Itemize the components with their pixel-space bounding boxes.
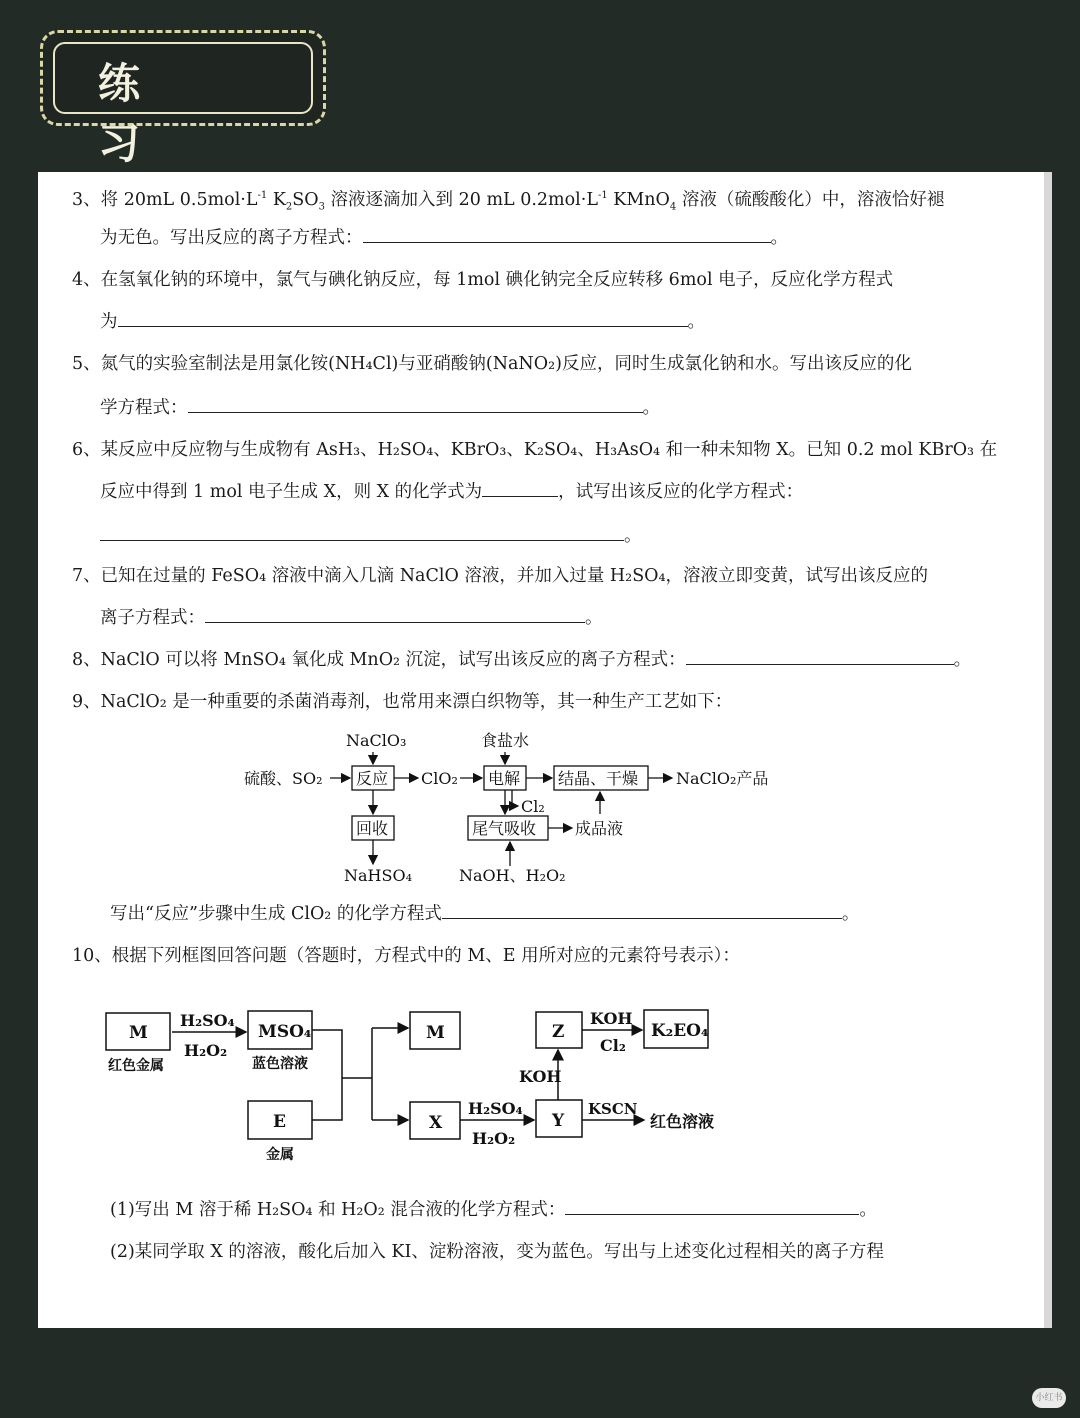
- q6-line2: 反应中得到 1 mol 电子生成 X，则 X 的化学式为 ，试写出该反应的化学方程式：: [100, 482, 804, 502]
- q3-line2: 为无色。写出反应的离子方程式： 。: [100, 228, 788, 248]
- flow-nahso4: NaHSO₄: [344, 866, 412, 885]
- q7-line1: 7、已知在过量的 FeSO₄ 溶液中滴入几滴 NaClO 溶液，并加入过量 H₂SO₄，溶液立即变黄，试写出该反应的: [72, 566, 929, 586]
- q10-M: M: [129, 1023, 148, 1043]
- q10-Y: Y: [552, 1111, 565, 1131]
- q10-kscn: KSCN: [588, 1100, 638, 1118]
- flow-brine: 食盐水: [481, 731, 530, 750]
- q6-line3: 。: [100, 524, 642, 548]
- q8-line1: 8、NaClO 可以将 MnSO₄ 氧化成 MnO₂ 沉淀，试写出该反应的离子方程式： 。: [72, 650, 972, 670]
- q10-red-solution: 红色溶液: [650, 1112, 715, 1131]
- q10-reag2a: H₂SO₄: [468, 1099, 523, 1118]
- flow-cl2: Cl₂: [521, 797, 545, 816]
- q9-ask: 写出“反应”步骤中生成 ClO₂ 的化学方程式 。: [110, 904, 860, 924]
- q9-line1: 9、NaClO₂ 是一种重要的杀菌消毒剂，也常用来漂白织物等，其一种生产工艺如下：: [72, 692, 733, 712]
- q10-M-label: 红色金属: [108, 1058, 164, 1074]
- q3-line1: 3、将 20mL $0.5mol\cdot L^{-1}$ $K_2SO_3$ 溶液逐滴加入到 20 mL $0.2mol\cdot L^{-1}$ KMnO$_4$ 溶液（硫酸酸化）中，溶液恰好褪: [72, 189, 945, 213]
- flow-input-left: 硫酸、SO₂: [244, 769, 323, 788]
- q10-reag1b: H₂O₂: [184, 1041, 228, 1060]
- watermark: 小红书: [1032, 1388, 1066, 1408]
- flow-cryst-label: 结晶、干燥: [558, 769, 639, 788]
- q10-reag1a: H₂SO₄: [180, 1011, 235, 1030]
- q5-line1: 5、氮气的实验室制法是用氯化铵(NH₄Cl)与亚硝酸钠(NaNO₂)反应，同时生成氯化钠和水。写出该反应的化: [72, 354, 912, 374]
- flow-clo2: ClO₂: [421, 769, 458, 788]
- q10-Z: Z: [552, 1022, 565, 1042]
- flow-naclo3: NaClO₃: [346, 731, 407, 750]
- q10-reag2b: H₂O₂: [472, 1129, 516, 1148]
- q4-line2: 为 。: [100, 312, 705, 332]
- flow-product: NaClO₂产品: [676, 769, 769, 788]
- q10-K2EO4: K₂EO₄: [651, 1021, 709, 1041]
- badge-title: 练 习: [98, 59, 191, 168]
- flow-react-label: 反应: [356, 769, 389, 788]
- q10-reag3a: KOH: [590, 1009, 633, 1028]
- q10-E-label: 金属: [266, 1147, 294, 1163]
- q10-reag3b: Cl₂: [600, 1036, 626, 1055]
- flow-elec-label: 电解: [488, 769, 521, 788]
- q10-line1: 10、根据下列框图回答问题（答题时，方程式中的 M、E 用所对应的元素符号表示）：: [72, 946, 740, 966]
- q5-line2: 学方程式： 。: [100, 398, 660, 418]
- flow-naoh: NaOH、H₂O₂: [459, 866, 566, 885]
- flow-recover-label: 回收: [356, 819, 389, 838]
- q7-line2: 离子方程式： 。: [100, 608, 603, 628]
- q10-part1: (1)写出 M 溶于稀 H₂SO₄ 和 H₂O₂ 混合液的化学方程式： 。: [110, 1200, 877, 1220]
- q10-koh-up: KOH: [519, 1067, 562, 1086]
- q10-MSO4-label: 蓝色溶液: [252, 1056, 308, 1072]
- q10-MSO4: MSO₄: [258, 1022, 312, 1042]
- flow-finished: 成品液: [575, 819, 624, 838]
- q10-M2: M: [426, 1023, 445, 1043]
- q10-part2: (2)某同学取 X 的溶液，酸化后加入 KI、淀粉溶液，变为蓝色。写出与上述变化过程相关的离子方程: [110, 1242, 884, 1262]
- q6-line1: 6、某反应中反应物与生成物有 AsH₃、H₂SO₄、KBrO₃、K₂SO₄、H₃AsO₄ 和一种未知物 X。已知 0.2 mol KBrO₃ 在: [72, 440, 998, 460]
- flow-tail-label: 尾气吸收: [472, 819, 537, 838]
- q10-X: X: [429, 1113, 443, 1133]
- q10-E: E: [273, 1112, 286, 1132]
- q4-line1: 4、在氢氧化钠的环境中，氯气与碘化钠反应，每 1mol 碘化钠完全反应转移 6mol 电子，反应化学方程式: [72, 270, 894, 290]
- q10-part1-blank[interactable]: [565, 1198, 859, 1215]
